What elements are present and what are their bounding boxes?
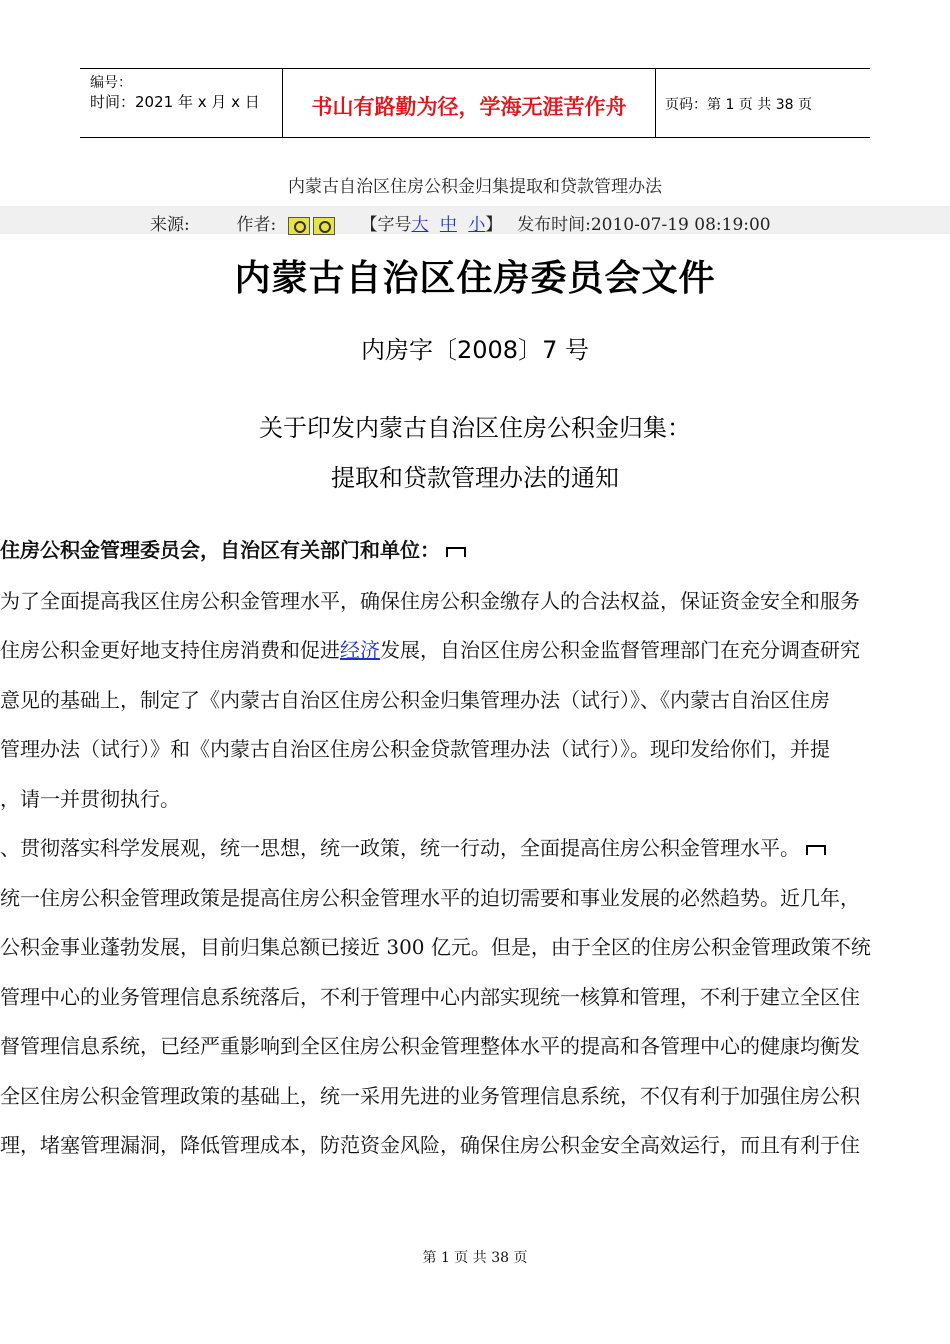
para2-line-1: 统一住房公积金管理政策是提高住房公积金管理水平的迫切需要和事业发展的必然趋势。近几年， <box>0 886 860 910</box>
para1-line-3: 意见的基础上，制定了《内蒙古自治区住房公积金归集管理办法（试行）》、《内蒙古自治区住房 <box>0 688 830 712</box>
publish-time: 发布时间:2010-07-19 08:19:00 <box>517 215 771 235</box>
economy-link[interactable]: 经济 <box>340 638 380 662</box>
number-label: 编号： <box>90 75 132 91</box>
font-medium-link[interactable]: 中 <box>439 215 457 235</box>
para2-line-4: 督管理信息系统，已经严重影响到全区住房公积金管理整体水平的提高和各管理中心的健康均衡发 <box>0 1034 860 1058</box>
para1-line-5: ，请一并贯彻执行。 <box>0 787 180 811</box>
motto: 书山有路勤为径，学海无涯苦作舟 <box>311 95 627 119</box>
para1-line-4: 管理办法（试行）》和《内蒙古自治区住房公积金贷款管理办法（试行）》。现印发给你们，并提 <box>0 737 830 761</box>
para2-line-2: 公积金事业蓬勃发展，目前归集总额已接近 300 亿元。但是，由于全区的住房公积金管理政策不统 <box>0 935 871 959</box>
paragraph-mark-icon <box>806 845 826 855</box>
para2-line-5: 全区住房公积金管理政策的基础上，统一采用先进的业务管理信息系统，不仅有利于加强住房公积 <box>0 1084 860 1108</box>
font-small-link[interactable]: 小 <box>468 215 486 235</box>
font-size-suffix: 】 <box>485 215 503 235</box>
paragraph-mark-icon <box>446 547 466 557</box>
main-title: 内蒙古自治区住房委员会文件 <box>234 258 716 299</box>
font-large-link[interactable]: 大 <box>411 215 429 235</box>
para1-line-2: 住房公积金更好地支持住房消费和促进经济发展，自治区住房公积金监督管理部门在充分调查研究 <box>0 638 860 662</box>
header-right-cell <box>655 69 870 137</box>
top-title: 内蒙古自治区住房公积金归集提取和贷款管理办法 <box>288 177 662 197</box>
page-info: 页码：第 1 页 共 38 页 <box>665 97 812 113</box>
header-table <box>80 68 870 138</box>
salutation: 住房公积金管理委员会，自治区有关部门和单位： <box>0 534 466 563</box>
para1-line-1: 为了全面提高我区住房公积金管理水平，确保住房公积金缴存人的合法权益，保证资金安全和服务 <box>0 589 860 613</box>
subtitle-line-2: 提取和贷款管理办法的通知 <box>331 464 619 492</box>
header-center-cell <box>282 69 656 137</box>
magnify-icon[interactable] <box>288 217 310 235</box>
section-1-heading: 、贯彻落实科学发展观，统一思想，统一政策，统一行动，全面提高住房公积金管理水平。 <box>0 832 826 861</box>
author-icons <box>288 216 338 236</box>
info-bar <box>0 206 950 234</box>
doc-number: 内房字〔2008〕7 号 <box>361 336 589 364</box>
para2-line-6: 理，堵塞管理漏洞，降低管理成本，防范资金风险，确保住房公积金安全高效运行，而且有利于住 <box>0 1133 860 1157</box>
footer-page-number: 第 1 页 共 38 页 <box>422 1250 528 1266</box>
magnify-icon[interactable] <box>313 217 335 235</box>
author-label: 作者: <box>236 215 277 235</box>
header-left-cell <box>80 69 282 137</box>
font-size-prefix: 【字号 <box>360 215 412 235</box>
para2-line-3: 管理中心的业务管理信息系统落后，不利于管理中心内部实现统一核算和管理，不利于建立全区住 <box>0 985 860 1009</box>
time-label: 时间：2021 年 x 月 x 日 <box>90 93 260 111</box>
subtitle-line-1: 关于印发内蒙古自治区住房公积金归集： <box>259 414 691 442</box>
source-label: 来源: <box>150 215 190 235</box>
